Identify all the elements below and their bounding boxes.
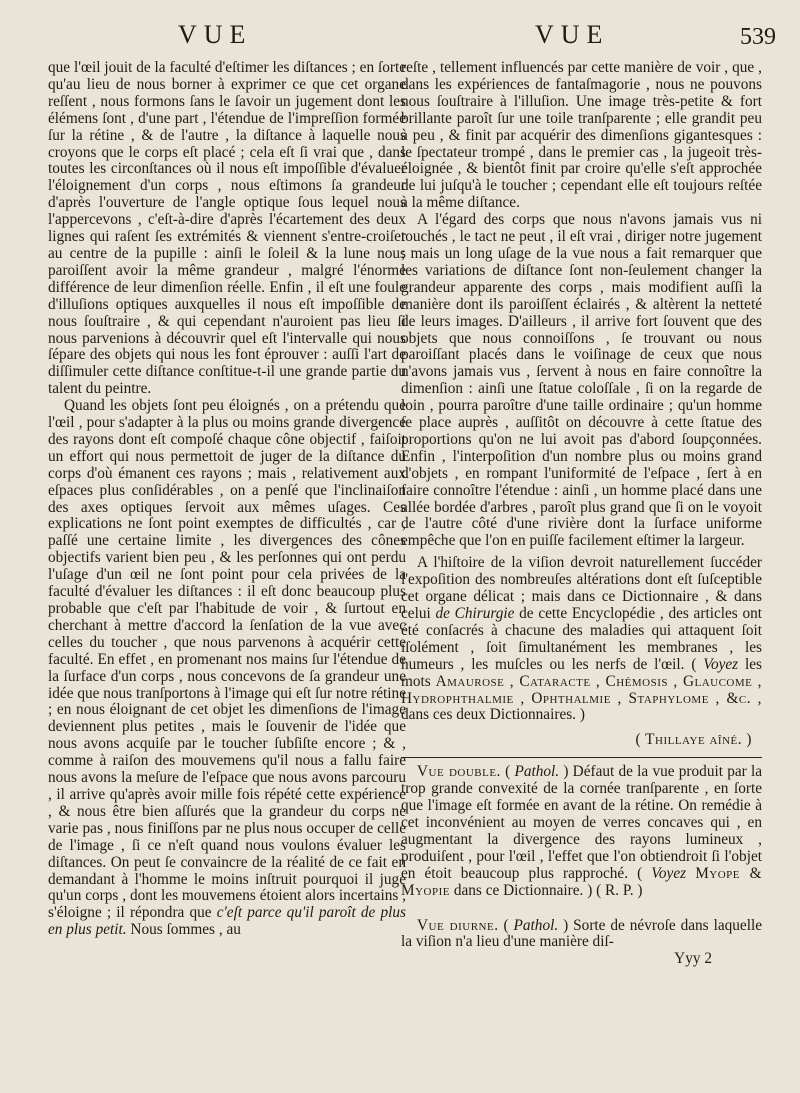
paragraph: A l'hiſtoire de la viſion devroit naturellement ſuccéder l'expoſition des nombreuſes altérations dont eſt ſuſceptible cet organe délicat ; mais dans ce Dictionnaire , & dans celui de Chirurgie de cette Encyclopédie , des articles ont été conſacrés à chacune des maladies qui attaquent ſoit iſolément , ſoit ſimultanément les membranes , les humeurs , les muſcles ou les nerfs de l'œil. ( Voyez les mots Amaurose , Cataracte , Chémosis , Glaucome , Hydrophthalmie , Ophthalmie , Staphylome , &c. , dans ces deux Dictionnaires. ) (401, 554, 763, 724)
entry-vue-diurne: Vue diurne. ( Pathol. ) Sorte de névroſe dans laquelle la viſion n'a lieu d'une manière diſ- (401, 916, 763, 951)
entry-vue-double: Vue double. ( Pathol. ) Défaut de la vue produit par la trop grande convexité de la cornée tranſparente , en ſorte que l'image eſt formée en avant de la rétine. On remédie à cet inconvénient au moyen de verres concaves qui , en augmentant la divergence des rayons lumineux , produiſent , pour l'œil , l'effet que l'on obtiendroit ſi l'objet en étoit beaucoup plus rapproché. ( Voyez Myope & Myopie dans ce Dictionnaire. ) ( R. P. ) (401, 763, 763, 899)
running-head-right: VUE (535, 20, 610, 49)
signature-mark: Yyy 2 (674, 950, 712, 968)
divider (401, 757, 762, 758)
paragraph-tail: Nous ſommes , au (126, 921, 241, 939)
left-column (48, 60, 406, 939)
page-number: 539 (740, 24, 776, 50)
entry-term: Vue double. (417, 763, 501, 781)
running-head-left: VUE (178, 20, 253, 49)
cross-reference-terms: Amaurose , Cataracte , Chémosis , Glaucome , Hydrophthalmie , Ophthalmie , Staphylome , &c. , (401, 672, 763, 707)
entry-term: Vue diurne. (417, 916, 499, 934)
italic-quote: c'eſt parce qu'il paroît de plus en plus petit. (48, 904, 406, 939)
paragraph-text: Quand les objets ſont peu éloignés , on a prétendu que l'œil , pour s'adapter à la plus ou moins grande divergence des rayons dont eſt compoſé chaque cône objectif , faiſoit un effort qui nous permettoit de juger de la diſtance du corps d'où émanent ces rayons ; mais , relativement aux eſpaces plus conſidérables , on a penſé que l'inclinaiſon des axes optiques ſervoit aux mêmes uſages. Ces explications ne ſont point exemptes de difficultés , car , paſſé une certaine limite , les divergences des cônes objectifs varient bien peu , & les perſonnes qui ont perdu l'uſage d'un œil ne ſont point pour cela privées de la faculté d'évaluer les diſtances : il eſt donc beaucoup plus probable que c'eſt par l'habitude de voir , & ſurtout en cherchant à mettre d'accord la ſenſation de la vue avec celles du toucher , que nous parvenons à acquérir cette faculté. En effet , en promenant nos mains ſur l'étendue de la ſurface d'un corps , nous concevons de ſa grandeur une idée que nous tranſportons à l'image qui eſt ſur notre rétine ; en nous éloignant de cet objet les dimenſions de l'image deviennent plus petites , mais le ſouvenir de l'idée que nous avons acquiſe par le toucher ſubſiſte encore ; & , comme à raiſon des mouvemens qu'il nous a fallu faire nous avons la meſure de l'eſpace que nous avons parcouru , il arrive qu'après avoir mille fois répété cette expérience , & nous être bien aſſurés que la grandeur du corps ne varie pas , nous finiſſons par ne plus nous occuper de celle de l'image , ſi ce n'eſt quand nous voulons évaluer les diſtances. On peut ſe convaincre de la réalité de ce fait en demandant à l'homme le moins inſtruit pourquoi il juge qu'un corps , dont les mouvemens étoient alors incertains , s'éloigne ; il répondra que (48, 397, 406, 922)
paragraph: reſte , tellement influencés par cette manière de voir , que , dans les expériences de fantaſmagorie , nous ne pouvons nous ſouſtraire à l'illuſion. Une image très-petite & fort brillante paroît ſur une toile tranſparente ; elle grandit peu à peu , & finit par acquérir des dimenſions gigantesques : le ſpectateur trompé , dans le premier cas , la jugeoit très-éloignée , & bientôt finit par croire qu'elle s'eſt approchée de lui juſqu'à le toucher ; cependant elle eſt toujours reſtée à la même diſtance. (401, 59, 762, 212)
right-column (401, 60, 762, 968)
spacer (401, 900, 762, 918)
paragraph (48, 398, 406, 939)
paragraph: que l'œil jouit de la faculté d'eſtimer les diſtances ; en ſorte qu'au lieu de nous borner à exprimer ce que cet organe reſſent , nous formons ſans le ſavoir un jugement dont les élémens ſont , d'une part , l'étendue de l'impreſſion formée ſur la rétine , & de l'autre , la diſtance à laquelle nous croyons que le corps eſt placé ; cela eſt ſi vrai que , dans toutes les circonſtances où il nous eſt impoſſible d'évaluer l'éloignement d'un corps , nous eſtimons ſa grandeur d'après l'ouverture de l'angle optique ſous lequel nous l'appercevons , c'eſt-à-dire d'après l'écartement des deux lignes qui raſent ſes extrémités & viennent s'entre-croiſer au centre de la pupille : ainſi le ſoleil & la lune nous paroiſſent avoir la même grandeur , malgré l'énorme différence de leur dimenſion réelle. Enfin , il eſt une foule d'illuſions optiques auxquelles il nous eſt impoſſible de nous ſouſtraire , & qui cependant n'auroient pas lieu ſi nous parvenions à découvrir quel eſt l'intervalle qui nous ſépare des objets qui nous les font éprouver : auſſi l'art de diſſimuler cette diſtance conſtitue-t-il une grande partie du talent du peintre. (48, 59, 406, 398)
paragraph: A l'égard des corps que nous n'avons jamais vus ni touchés , le tact ne peut , il eſt vrai , diriger notre jugement ; mais un long uſage de la vue nous a fait remarquer que les variations de diſtance ſont non-ſeulement changer la grandeur apparente des corps , mais modifient auſſi la manière dont ils paroiſſent éclairés , & altèrent la netteté de leurs images. D'ailleurs , il arrive fort ſouvent que des objets que nous connoiſſons , ſe trouvant ou nous paroiſſant placés dans le voiſinage de ceux que nous n'avons jamais vus , ſervent à nous en faire connoître la dimenſion : ainſi une ſtatue coloſſale , ſi on la regarde de loin , pourra paroître d'une taille ordinaire ; qu'un homme ſe place auprès , auſſitôt on découvre à cette ſtatue des proportions qu'on ne lui avoit pas d'abord ſoupçonnées. Enfin , l'interpoſition d'un nombre plus ou moins grand d'objets , en rompant l'uniformité de l'eſpace , ſert à en faire connoître l'étendue : ainſi , un homme placé dans une allée bordée d'arbres , paroît plus grand que ſi on le voyoit de l'autre côté d'une rivière dont la ſurface uniforme empêche que l'on en puiſſe facilement eſtimer la largeur. (401, 211, 762, 550)
author-signature: ( Thillaye aîné. ) (635, 731, 752, 749)
